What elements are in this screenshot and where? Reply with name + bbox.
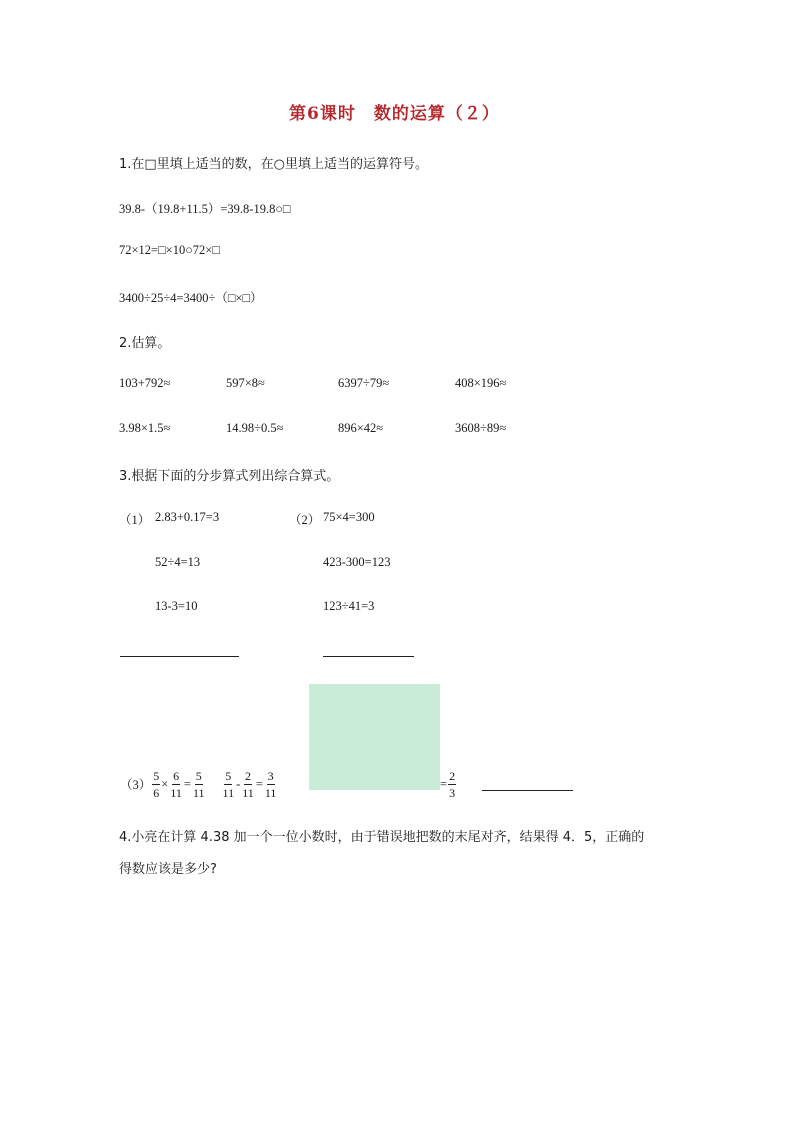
q3-part3-expressions	[119, 764, 277, 804]
estimate-item: 3608÷89≈	[455, 421, 507, 435]
q4-line-1: 4.小亮在计算 4.38 加一个一位小数时，由于错误地把数的末尾对齐，结果得 4．5，正确的	[119, 830, 645, 845]
q3-part3-label: （3）	[120, 778, 152, 792]
q1-heading: 1.在□里填上适当的数，在○里填上适当的运算符号。	[119, 157, 429, 172]
q3-part3-result	[439, 764, 456, 804]
q3-part1-label: （1）	[119, 513, 151, 527]
operator: =	[183, 776, 191, 791]
estimate-item: 14.98÷0.5≈	[226, 421, 284, 435]
operator: =	[255, 776, 263, 791]
answer-blank-1[interactable]	[120, 656, 239, 657]
fraction: $\frac{2}{11}$	[242, 768, 254, 800]
q3-part1-step-2: 52÷4=13	[155, 555, 201, 569]
q1-line-2: 72×12=□×10○72×□	[119, 243, 220, 257]
operator: -	[236, 776, 241, 791]
q3-part2-step-2: 423-300=123	[323, 555, 391, 569]
answer-blank-2[interactable]	[323, 656, 414, 657]
fraction: $\frac{6}{11}$	[170, 768, 182, 800]
q3-part1-step-3: 13-3=10	[155, 599, 198, 613]
operator: =	[440, 776, 448, 791]
estimate-item: 3.98×1.5≈	[119, 421, 171, 435]
q3-part2-step-1: 75×4=300	[323, 510, 375, 524]
fraction: $\frac{5}{6}$	[153, 768, 160, 800]
estimate-item: 896×42≈	[338, 421, 384, 435]
estimate-item: 597×8≈	[226, 376, 265, 390]
fraction: $\frac{2}{3}$	[449, 768, 456, 800]
q4-line-2: 得数应该是多少?	[119, 862, 217, 877]
q3-part2-label: （2）	[289, 513, 321, 527]
estimate-item: 6397÷79≈	[338, 376, 390, 390]
operator: ×	[161, 776, 169, 791]
q1-line-1: 39.8-（19.8+11.5）=39.8-19.8○□	[119, 202, 291, 216]
q2-heading: 2.估算。	[119, 336, 171, 351]
estimate-item: 103+792≈	[119, 376, 171, 390]
q3-part1-step-1: 2.83+0.17=3	[155, 510, 220, 524]
fraction: $\frac{5}{11}$	[192, 768, 205, 800]
q1-line-3: 3400÷25÷4=3400÷（□×□）	[119, 291, 263, 305]
fraction: $\frac{3}{11}$	[264, 768, 277, 800]
page-title: 第6课时 数的运算（２）	[289, 104, 500, 124]
q3-heading: 3.根据下面的分步算式列出综合算式。	[119, 469, 340, 484]
placeholder-image	[309, 684, 440, 790]
answer-blank-3[interactable]	[482, 790, 573, 791]
estimate-item: 408×196≈	[455, 376, 507, 390]
q3-part2-step-3: 123÷41=3	[323, 599, 375, 613]
fraction: $\frac{5}{11}$	[222, 768, 235, 800]
